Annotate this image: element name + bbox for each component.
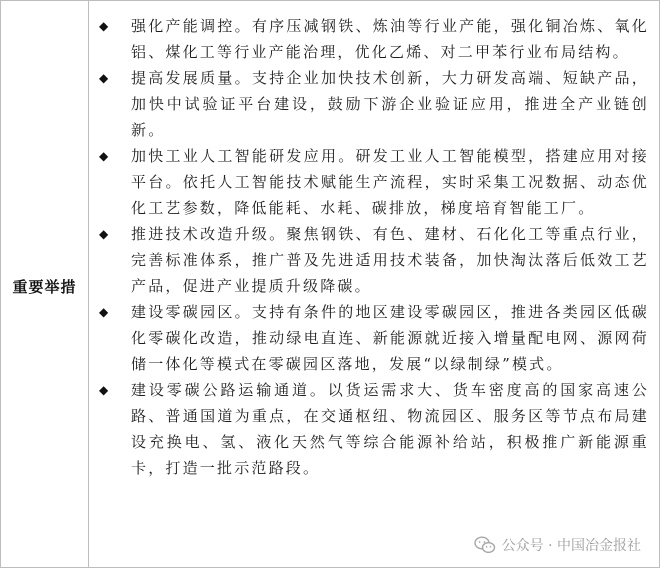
diamond-bullet-icon: ◆: [99, 383, 109, 397]
list-item: [97, 221, 649, 299]
diamond-bullet-icon: ◆: [99, 227, 109, 241]
list-item-text: 提高发展质量。支持企业加快技术创新，大力研发高端、短缺产品，加快中试验证平台建设，鼓励下游企业验证应用，推进全产业链创新。: [131, 69, 649, 139]
diamond-bullet-icon: ◆: [99, 71, 109, 85]
label-cell: [1, 1, 89, 567]
list-item-text: 加快工业人工智能研发应用。研发工业人工智能模型，搭建应用对接平台。依托人工智能技术赋能生产流程，实时采集工况数据、动态优化工艺参数，降低能耗、水耗、碳排放，梯度培育智能工厂。: [131, 147, 649, 217]
row-label: 重要举措: [12, 277, 77, 296]
list-item: [97, 65, 649, 143]
list-item: [97, 299, 649, 377]
list-item-text: 建设零碳公路运输通道。以货运需求大、货车密度高的国家高速公路、普通国道为重点，在交通枢纽、物流园区、服务区等节点布局建设充换电、氢、液化天然气等综合能源补给站，积极推广新能源重卡，打造一批示范路段。: [131, 381, 649, 477]
diamond-bullet-icon: ◆: [99, 305, 109, 319]
list-item: [97, 13, 649, 65]
list-item-text: 推进技术改造升级。聚焦钢铁、有色、建材、石化化工等重点行业，完善标准体系，推广普及先进适用技术装备，加快淘汰落后低效工艺产品，促进产业提质升级降碳。: [131, 225, 649, 295]
watermark: [474, 535, 641, 555]
list-item: [97, 377, 649, 481]
list-item-text: 建设零碳园区。支持有条件的地区建设零碳园区，推进各类园区低碳化零碳化改造，推动绿电直连、新能源就近接入增量配电网、源网荷储一体化等模式在零碳园区落地，发展“以绿制绿”模式。: [131, 303, 649, 373]
wechat-icon: [474, 536, 496, 554]
watermark-text: 公众号 · 中国冶金报社: [501, 538, 641, 554]
diamond-bullet-icon: ◆: [99, 19, 109, 33]
list-item: [97, 143, 649, 221]
diamond-bullet-icon: ◆: [99, 149, 109, 163]
content-cell: [89, 1, 659, 567]
list-item-text: 强化产能调控。有序压减钢铁、炼油等行业产能，强化铜冶炼、氧化铝、煤化工等行业产能治理，优化乙烯、对二甲苯行业布局结构。: [131, 17, 649, 61]
